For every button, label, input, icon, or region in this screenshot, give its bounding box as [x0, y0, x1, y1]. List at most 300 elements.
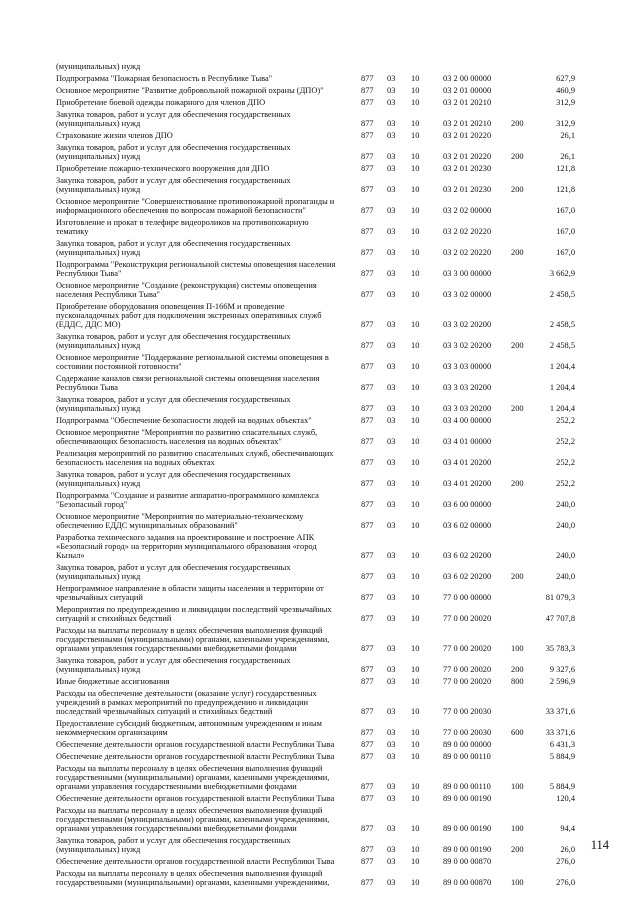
target-article-cell: 03 6 02 20200 [443, 572, 492, 581]
grbs-cell: 877 [361, 677, 374, 686]
grbs-cell: 877 [361, 665, 374, 674]
subsection-cell: 10 [411, 857, 420, 866]
amount-cell: 2 458,5 [549, 320, 575, 329]
amount-cell: 5 884,9 [549, 752, 575, 761]
row-name: Подпрограмма "Создание и развитие аппаратно-программного комплекса "Безопасный город" [56, 491, 319, 509]
row-name: Закупка товаров, работ и услуг для обеспечения государственных (муниципальных) нужд [56, 470, 291, 488]
target-article-cell: 03 2 02 20220 [443, 227, 492, 236]
table-row [0, 803, 639, 833]
table-row [0, 236, 639, 257]
amount-cell: 276,0 [556, 857, 575, 866]
table-row [0, 749, 639, 761]
expense-type-cell: 200 [511, 248, 524, 257]
amount-cell: 120,4 [556, 794, 575, 803]
target-article-cell: 89 0 00 00870 [443, 878, 492, 887]
target-article-cell: 89 0 00 00000 [443, 740, 492, 749]
section-cell: 03 [387, 677, 396, 686]
subsection-cell: 10 [411, 152, 420, 161]
expense-type-cell: 200 [511, 119, 524, 128]
amount-cell: 167,0 [556, 206, 575, 215]
expense-type-cell: 200 [511, 404, 524, 413]
row-name: Страхование жизни членов ДПО [56, 131, 173, 140]
amount-cell: 3 662,9 [549, 269, 575, 278]
grbs-cell: 877 [361, 878, 374, 887]
row-name: Закупка товаров, работ и услуг для обеспечения государственных (муниципальных) нужд [56, 395, 291, 413]
target-article-cell: 03 6 00 00000 [443, 500, 492, 509]
subsection-cell: 10 [411, 707, 420, 716]
subsection-cell: 10 [411, 164, 420, 173]
grbs-cell: 877 [361, 74, 374, 83]
section-cell: 03 [387, 614, 396, 623]
expense-type-cell: 200 [511, 479, 524, 488]
subsection-cell: 10 [411, 185, 420, 194]
expense-type-cell: 200 [511, 185, 524, 194]
section-cell: 03 [387, 185, 396, 194]
row-name: Основное мероприятие "Развитие добровольной пожарной охраны (ДПО)" [56, 86, 324, 95]
amount-cell: 47 707,8 [545, 614, 575, 623]
target-article-cell: 03 2 01 00000 [443, 86, 492, 95]
row-name: Разработка технического задания на проектирование и построение АПК «Безопасный город» на территории муниципального образования «город Кызыл» [56, 533, 317, 560]
section-cell: 03 [387, 131, 396, 140]
expense-type-cell: 200 [511, 665, 524, 674]
grbs-cell: 877 [361, 206, 374, 215]
row-name: Закупка товаров, работ и услуг для обеспечения государственных (муниципальных) нужд [56, 143, 291, 161]
table-row [0, 761, 639, 791]
amount-cell: 94,4 [560, 824, 575, 833]
row-name: Мероприятия по предупреждению и ликвидации последствий чрезвычайных ситуаций и стихийных бедствий [56, 605, 332, 623]
target-article-cell: 89 0 00 00110 [443, 752, 491, 761]
table-row [0, 488, 639, 509]
grbs-cell: 877 [361, 269, 374, 278]
amount-cell: 1 204,4 [549, 362, 575, 371]
subsection-cell: 10 [411, 614, 420, 623]
grbs-cell: 877 [361, 707, 374, 716]
table-row [0, 467, 639, 488]
grbs-cell: 877 [361, 521, 374, 530]
row-name: Основное мероприятие "Мероприятия по материально-техническому обеспечению ЕДДС муниципальных образований" [56, 512, 304, 530]
target-article-cell: 03 2 00 00000 [443, 74, 492, 83]
target-article-cell: 03 3 03 20200 [443, 383, 492, 392]
row-name: Подпрограмма "Обеспечение безопасности людей на водных объектах" [56, 416, 312, 425]
expense-type-cell: 200 [511, 341, 524, 350]
amount-cell: 2 458,5 [549, 341, 575, 350]
table-row [0, 602, 639, 623]
row-name: Обеспечение деятельности органов государственной власти Республики Тыва [56, 794, 335, 803]
expense-type-cell: 600 [511, 728, 524, 737]
subsection-cell: 10 [411, 794, 420, 803]
section-cell: 03 [387, 728, 396, 737]
row-name: Основное мероприятие "Мероприятия по развитию спасательных служб, обеспечивающих безопасность населения на водных объектах" [56, 428, 318, 446]
subsection-cell: 10 [411, 521, 420, 530]
subsection-cell: 10 [411, 752, 420, 761]
target-article-cell: 77 0 00 00000 [443, 593, 492, 602]
amount-cell: 5 884,9 [549, 782, 575, 791]
subsection-cell: 10 [411, 269, 420, 278]
row-name: Приобретение боевой одежды пожарного для членов ДПО [56, 98, 266, 107]
subsection-cell: 10 [411, 74, 420, 83]
amount-cell: 240,0 [556, 521, 575, 530]
amount-cell: 252,2 [556, 458, 575, 467]
target-article-cell: 03 3 03 20200 [443, 404, 492, 413]
grbs-cell: 877 [361, 479, 374, 488]
expense-type-cell: 100 [511, 644, 524, 653]
target-article-cell: 89 0 00 00870 [443, 857, 492, 866]
row-name: Предоставление субсидий бюджетным, автономным учреждениям и иным некоммерческим организациям [56, 719, 322, 737]
section-cell: 03 [387, 86, 396, 95]
table-row [0, 686, 639, 716]
row-name: Закупка товаров, работ и услуг для обеспечения государственных (муниципальных) нужд [56, 836, 291, 854]
row-name: Подпрограмма "Реконструкция региональной системы оповещения населения Республики Тыва" [56, 260, 336, 278]
subsection-cell: 10 [411, 119, 420, 128]
grbs-cell: 877 [361, 857, 374, 866]
section-cell: 03 [387, 74, 396, 83]
section-cell: 03 [387, 752, 396, 761]
section-cell: 03 [387, 857, 396, 866]
row-name: Закупка товаров, работ и услуг для обеспечения государственных (муниципальных) нужд [56, 563, 291, 581]
amount-cell: 252,2 [556, 479, 575, 488]
grbs-cell: 877 [361, 728, 374, 737]
expense-type-cell: 200 [511, 845, 524, 854]
grbs-cell: 877 [361, 227, 374, 236]
subsection-cell: 10 [411, 437, 420, 446]
table-row [0, 674, 639, 686]
section-cell: 03 [387, 206, 396, 215]
row-name: Расходы на выплаты персоналу в целях обеспечения выполнения функций государственными (муниципальными) органами, казенными учреждениями, органами управления государственными внебюджетными фондами [56, 764, 330, 791]
table-row [0, 128, 639, 140]
target-article-cell: 03 2 01 20220 [443, 131, 492, 140]
table-row [0, 95, 639, 107]
grbs-cell: 877 [361, 845, 374, 854]
amount-cell: 2 596,9 [549, 677, 575, 686]
amount-cell: 26,1 [560, 152, 575, 161]
row-name: Непрограммное направление в области защиты населения и территории от чрезвычайных ситуаций [56, 584, 324, 602]
subsection-cell: 10 [411, 383, 420, 392]
row-name: Приобретение пожарно-технического вооружения для ДПО [56, 164, 270, 173]
subsection-cell: 10 [411, 665, 420, 674]
table-row [0, 653, 639, 674]
grbs-cell: 877 [361, 248, 374, 257]
section-cell: 03 [387, 248, 396, 257]
expense-type-cell: 100 [511, 782, 524, 791]
amount-cell: 35 783,3 [545, 644, 575, 653]
grbs-cell: 877 [361, 152, 374, 161]
subsection-cell: 10 [411, 131, 420, 140]
table-row [0, 140, 639, 161]
row-name: Расходы на выплаты персоналу в целях обеспечения выполнения функций государственными (муниципальными) органами, казенными учреждениями, [56, 869, 330, 887]
grbs-cell: 877 [361, 740, 374, 749]
grbs-cell: 877 [361, 614, 374, 623]
target-article-cell: 03 4 01 00000 [443, 437, 492, 446]
section-cell: 03 [387, 782, 396, 791]
target-article-cell: 03 4 01 20200 [443, 458, 492, 467]
table-row [0, 623, 639, 653]
subsection-cell: 10 [411, 824, 420, 833]
page-number: 114 [590, 838, 609, 852]
grbs-cell: 877 [361, 362, 374, 371]
grbs-cell: 877 [361, 404, 374, 413]
row-name: Закупка товаров, работ и услуг для обеспечения государственных (муниципальных) нужд [56, 656, 291, 674]
table-row [0, 737, 639, 749]
row-name: Основное мероприятие "Совершенствование противопожарной пропаганды и информационного обеспечения по вопросам пожарной безопасности" [56, 197, 335, 215]
target-article-cell: 03 3 02 20200 [443, 341, 492, 350]
subsection-cell: 10 [411, 86, 420, 95]
target-article-cell: 77 0 00 20020 [443, 614, 492, 623]
row-name: Подпрограмма "Пожарная безопасность в Республике Тыва" [56, 74, 273, 83]
section-cell: 03 [387, 341, 396, 350]
grbs-cell: 877 [361, 437, 374, 446]
target-article-cell: 77 0 00 20020 [443, 677, 492, 686]
target-article-cell: 03 6 02 20200 [443, 551, 492, 560]
section-cell: 03 [387, 500, 396, 509]
table-row [0, 446, 639, 467]
target-article-cell: 03 3 02 20200 [443, 320, 492, 329]
row-name: Обеспечение деятельности органов государственной власти Республики Тыва [56, 740, 335, 749]
table-row [0, 299, 639, 329]
table-row [0, 833, 639, 854]
row-name: Основное мероприятие "Создание (реконструкция) системы оповещения населения Республики Тыва" [56, 281, 317, 299]
subsection-cell: 10 [411, 341, 420, 350]
row-name: Содержание каналов связи региональной системы оповещения населения Республики Тыва [56, 374, 320, 392]
table-row [0, 560, 639, 581]
grbs-cell: 877 [361, 752, 374, 761]
target-article-cell: 03 2 01 20230 [443, 164, 492, 173]
subsection-cell: 10 [411, 677, 420, 686]
amount-cell: 276,0 [556, 878, 575, 887]
target-article-cell: 03 3 03 00000 [443, 362, 492, 371]
section-cell: 03 [387, 878, 396, 887]
grbs-cell: 877 [361, 164, 374, 173]
target-article-cell: 03 6 02 00000 [443, 521, 492, 530]
target-article-cell: 03 4 00 00000 [443, 416, 492, 425]
subsection-cell: 10 [411, 551, 420, 560]
subsection-cell: 10 [411, 593, 420, 602]
section-cell: 03 [387, 794, 396, 803]
grbs-cell: 877 [361, 794, 374, 803]
amount-cell: 252,2 [556, 416, 575, 425]
amount-cell: 26,0 [560, 845, 575, 854]
row-name: (муниципальных) нужд [56, 62, 141, 71]
target-article-cell: 03 2 01 20210 [443, 98, 492, 107]
table-row [0, 107, 639, 128]
section-cell: 03 [387, 479, 396, 488]
amount-cell: 9 327,6 [549, 665, 575, 674]
amount-cell: 6 431,3 [549, 740, 575, 749]
section-cell: 03 [387, 707, 396, 716]
subsection-cell: 10 [411, 362, 420, 371]
row-name: Закупка товаров, работ и услуг для обеспечения государственных (муниципальных) нужд [56, 176, 291, 194]
row-name: Обеспечение деятельности органов государственной власти Республики Тыва [56, 752, 335, 761]
table-row [0, 530, 639, 560]
row-name: Закупка товаров, работ и услуг для обеспечения государственных (муниципальных) нужд [56, 239, 291, 257]
grbs-cell: 877 [361, 290, 374, 299]
table-row [0, 854, 639, 866]
subsection-cell: 10 [411, 644, 420, 653]
row-name: Расходы на выплаты персоналу в целях обеспечения выполнения функций государственными (муниципальными) органами, казенными учреждениями, органами управления государственными внебюджетными фондами [56, 806, 330, 833]
amount-cell: 2 458,5 [549, 290, 575, 299]
subsection-cell: 10 [411, 878, 420, 887]
table-row [0, 716, 639, 737]
expense-type-cell: 200 [511, 152, 524, 161]
amount-cell: 26,1 [560, 131, 575, 140]
table-row [0, 350, 639, 371]
amount-cell: 167,0 [556, 227, 575, 236]
subsection-cell: 10 [411, 404, 420, 413]
target-article-cell: 03 3 02 00000 [443, 290, 492, 299]
target-article-cell: 03 2 01 20210 [443, 119, 492, 128]
grbs-cell: 877 [361, 824, 374, 833]
target-article-cell: 77 0 00 20020 [443, 644, 492, 653]
table-row [0, 791, 639, 803]
subsection-cell: 10 [411, 458, 420, 467]
amount-cell: 240,0 [556, 572, 575, 581]
grbs-cell: 877 [361, 383, 374, 392]
target-article-cell: 03 2 01 20230 [443, 185, 492, 194]
expense-type-cell: 100 [511, 824, 524, 833]
expense-type-cell: 100 [511, 878, 524, 887]
section-cell: 03 [387, 290, 396, 299]
amount-cell: 1 204,4 [549, 383, 575, 392]
subsection-cell: 10 [411, 479, 420, 488]
table-row [0, 509, 639, 530]
amount-cell: 1 204,4 [549, 404, 575, 413]
amount-cell: 167,0 [556, 248, 575, 257]
grbs-cell: 877 [361, 572, 374, 581]
target-article-cell: 03 2 02 20220 [443, 248, 492, 257]
subsection-cell: 10 [411, 782, 420, 791]
target-article-cell: 03 3 00 00000 [443, 269, 492, 278]
section-cell: 03 [387, 740, 396, 749]
amount-cell: 240,0 [556, 551, 575, 560]
section-cell: 03 [387, 404, 396, 413]
grbs-cell: 877 [361, 119, 374, 128]
section-cell: 03 [387, 572, 396, 581]
amount-cell: 81 079,3 [545, 593, 575, 602]
section-cell: 03 [387, 119, 396, 128]
subsection-cell: 10 [411, 500, 420, 509]
row-name: Приобретение оборудования оповещения П-166М и проведение пусконаладочных работ для подключения экстренных оперативных служб (ЕДДС, ДДС МО) [56, 302, 322, 329]
target-article-cell: 03 2 02 00000 [443, 206, 492, 215]
amount-cell: 312,9 [556, 119, 575, 128]
amount-cell: 121,8 [556, 164, 575, 173]
target-article-cell: 89 0 00 00190 [443, 845, 492, 854]
amount-cell: 33 371,6 [545, 707, 575, 716]
row-name: Иные бюджетные ассигнования [56, 677, 170, 686]
budget-table [0, 62, 639, 887]
target-article-cell: 77 0 00 20030 [443, 707, 492, 716]
target-article-cell: 77 0 00 20020 [443, 665, 492, 674]
target-article-cell: 03 4 01 20200 [443, 479, 492, 488]
row-name: Расходы на выплаты персоналу в целях обеспечения выполнения функций государственными (муниципальными) органами, казенными учреждениями, органами управления государственными внебюджетными фондами [56, 626, 330, 653]
table-row [0, 161, 639, 173]
grbs-cell: 877 [361, 500, 374, 509]
table-row [0, 83, 639, 95]
section-cell: 03 [387, 98, 396, 107]
grbs-cell: 877 [361, 341, 374, 350]
row-name: Изготовление и прокат в телефире видеороликов на противопожарную тематику [56, 218, 309, 236]
grbs-cell: 877 [361, 98, 374, 107]
amount-cell: 312,9 [556, 98, 575, 107]
target-article-cell: 03 2 01 20220 [443, 152, 492, 161]
target-article-cell: 89 0 00 00110 [443, 782, 491, 791]
section-cell: 03 [387, 320, 396, 329]
section-cell: 03 [387, 521, 396, 530]
row-name: Реализация мероприятий по развитию спасательных служб, обеспечивающих безопасность населения на водных объектах [56, 449, 334, 467]
subsection-cell: 10 [411, 740, 420, 749]
table-row [0, 413, 639, 425]
subsection-cell: 10 [411, 845, 420, 854]
row-name: Расходы на обеспечение деятельности (оказание услуг) государственных учреждений в рамках мероприятий по предупреждению и ликвидации последствий чрезвычайных ситуаций и стихийных бедствий [56, 689, 317, 716]
section-cell: 03 [387, 227, 396, 236]
expense-type-cell: 200 [511, 572, 524, 581]
row-name: Обеспечение деятельности органов государственной власти Республики Тыва [56, 857, 335, 866]
table-row [0, 215, 639, 236]
amount-cell: 252,2 [556, 437, 575, 446]
grbs-cell: 877 [361, 131, 374, 140]
table-row [0, 329, 639, 350]
subsection-cell: 10 [411, 248, 420, 257]
grbs-cell: 877 [361, 644, 374, 653]
table-row [0, 71, 639, 83]
subsection-cell: 10 [411, 572, 420, 581]
subsection-cell: 10 [411, 290, 420, 299]
section-cell: 03 [387, 551, 396, 560]
table-row [0, 371, 639, 392]
section-cell: 03 [387, 593, 396, 602]
grbs-cell: 877 [361, 185, 374, 194]
subsection-cell: 10 [411, 98, 420, 107]
section-cell: 03 [387, 458, 396, 467]
subsection-cell: 10 [411, 416, 420, 425]
table-row [0, 194, 639, 215]
table-row [0, 866, 639, 887]
table-row [0, 392, 639, 413]
grbs-cell: 877 [361, 458, 374, 467]
grbs-cell: 877 [361, 593, 374, 602]
section-cell: 03 [387, 152, 396, 161]
grbs-cell: 877 [361, 551, 374, 560]
table-row [0, 257, 639, 278]
section-cell: 03 [387, 824, 396, 833]
table-row [0, 278, 639, 299]
row-name: Основное мероприятие "Поддержание региональной системы оповещения в состоянии постоянной готовности" [56, 353, 329, 371]
row-name: Закупка товаров, работ и услуг для обеспечения государственных (муниципальных) нужд [56, 332, 291, 350]
target-article-cell: 77 0 00 20030 [443, 728, 492, 737]
section-cell: 03 [387, 665, 396, 674]
subsection-cell: 10 [411, 728, 420, 737]
section-cell: 03 [387, 644, 396, 653]
table-row [0, 425, 639, 446]
grbs-cell: 877 [361, 782, 374, 791]
section-cell: 03 [387, 416, 396, 425]
grbs-cell: 877 [361, 416, 374, 425]
amount-cell: 33 371,6 [545, 728, 575, 737]
section-cell: 03 [387, 845, 396, 854]
row-name: Закупка товаров, работ и услуг для обеспечения государственных (муниципальных) нужд [56, 110, 291, 128]
subsection-cell: 10 [411, 320, 420, 329]
amount-cell: 627,9 [556, 74, 575, 83]
table-row [0, 173, 639, 194]
section-cell: 03 [387, 437, 396, 446]
amount-cell: 240,0 [556, 500, 575, 509]
table-row [0, 581, 639, 602]
subsection-cell: 10 [411, 227, 420, 236]
target-article-cell: 89 0 00 00190 [443, 824, 492, 833]
grbs-cell: 877 [361, 86, 374, 95]
section-cell: 03 [387, 164, 396, 173]
target-article-cell: 89 0 00 00190 [443, 794, 492, 803]
amount-cell: 121,8 [556, 185, 575, 194]
section-cell: 03 [387, 383, 396, 392]
